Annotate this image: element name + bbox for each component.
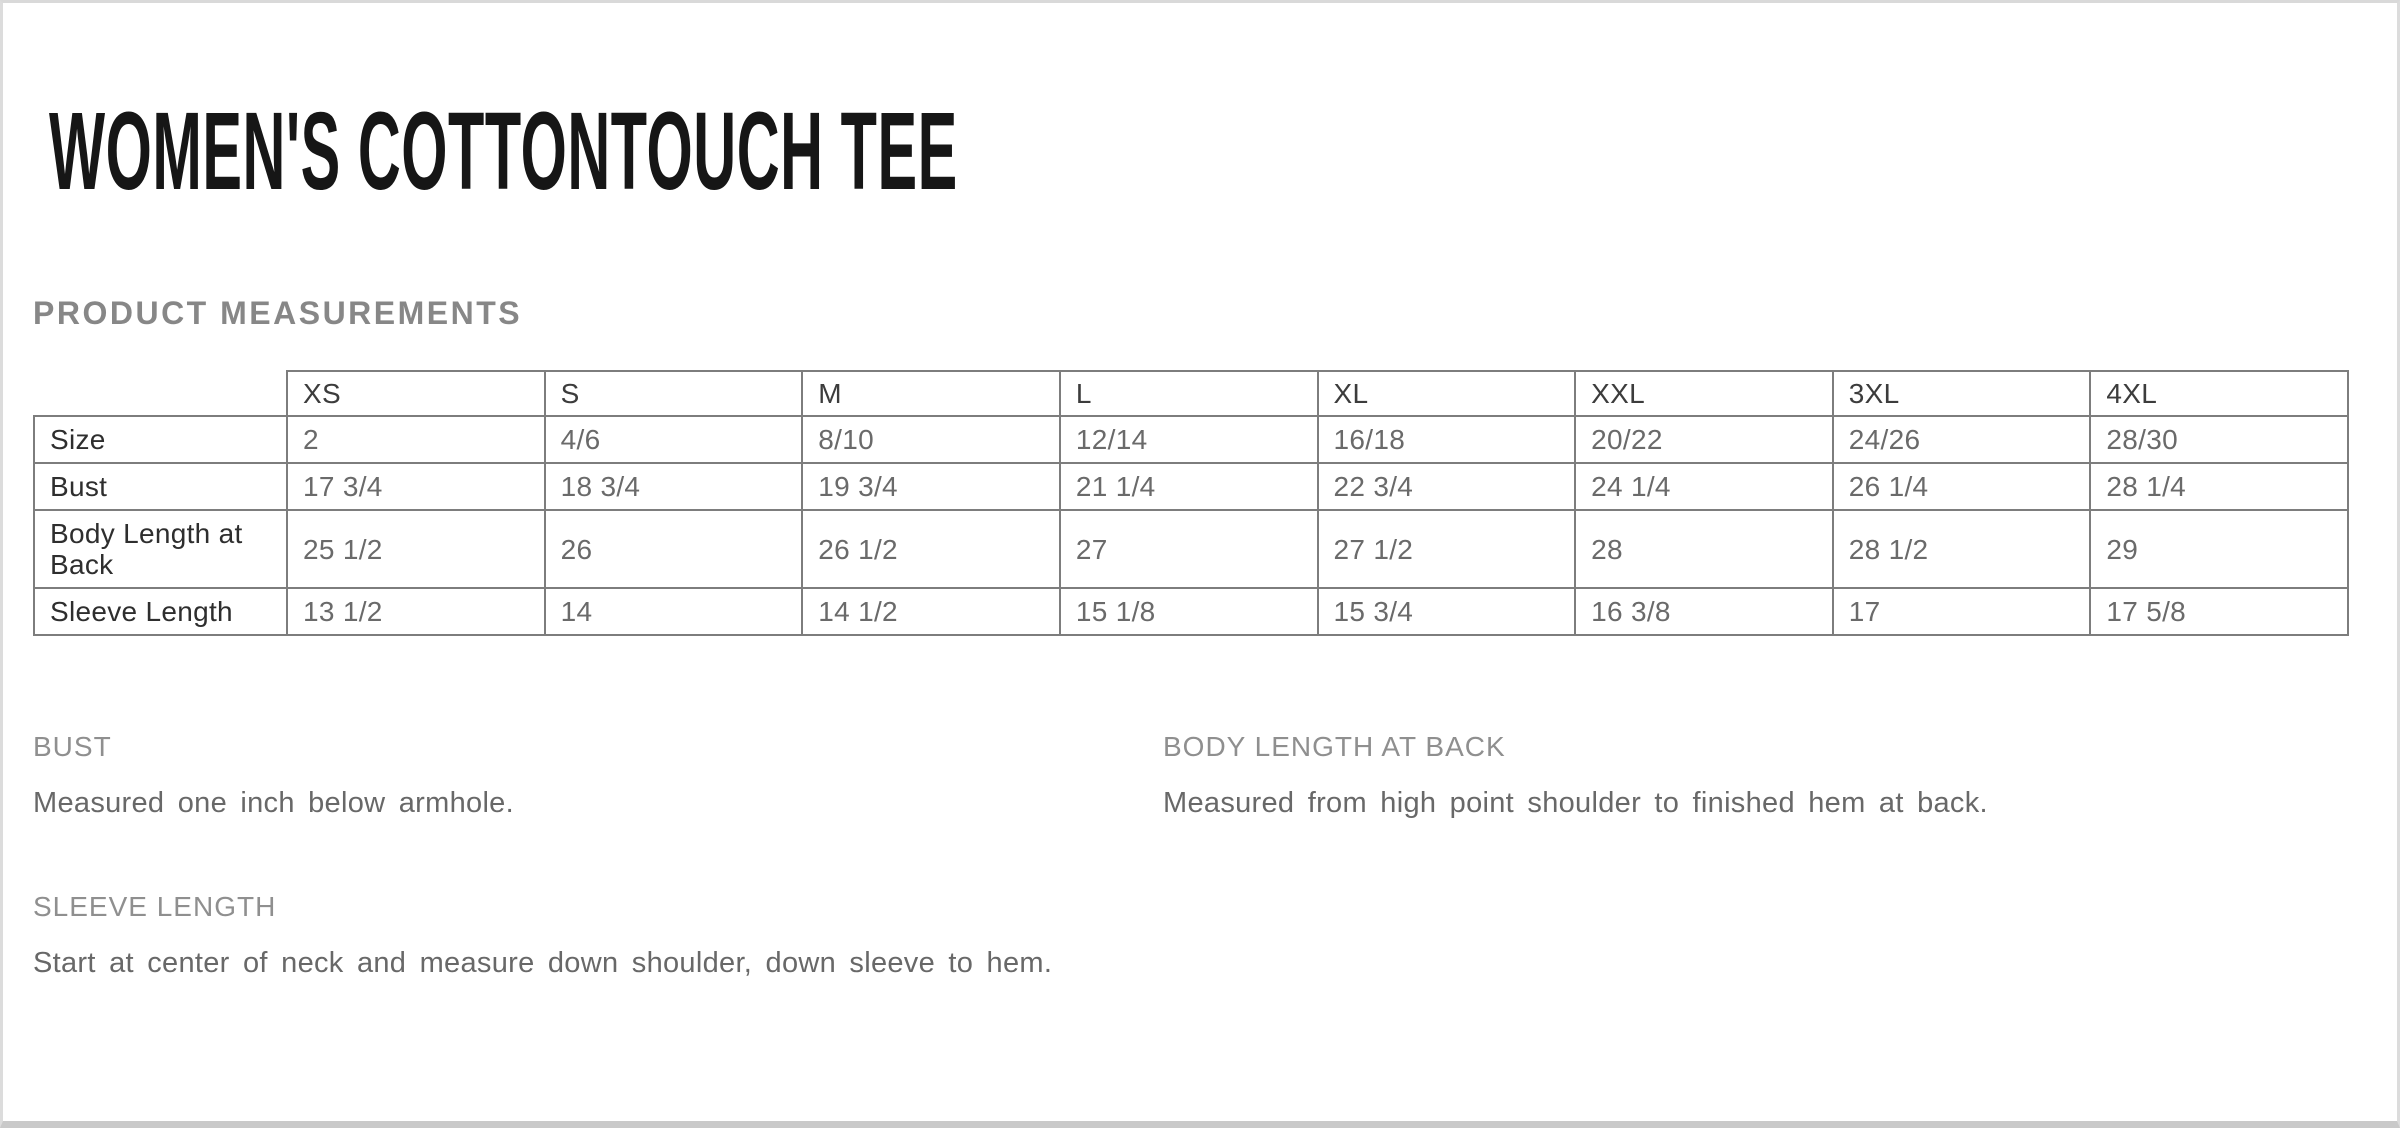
measurement-cell: 20/22 bbox=[1575, 416, 1833, 463]
measurement-cell: 19 3/4 bbox=[802, 463, 1060, 510]
corner-cell bbox=[34, 371, 287, 416]
table-row bbox=[34, 416, 2348, 463]
measurement-cell: 26 1/2 bbox=[802, 510, 1060, 588]
measurement-cell: 26 1/4 bbox=[1833, 463, 2091, 510]
measurement-definitions bbox=[33, 730, 2367, 988]
section-heading: PRODUCT MEASUREMENTS bbox=[33, 295, 523, 331]
measurement-cell: 15 3/4 bbox=[1318, 588, 1576, 635]
measurement-cell: 24/26 bbox=[1833, 416, 2091, 463]
measurements-table bbox=[33, 370, 2349, 636]
column-header-m: M bbox=[802, 371, 1060, 416]
measurement-cell: 18 3/4 bbox=[545, 463, 803, 510]
definition-body-length-heading: BODY LENGTH AT BACK bbox=[1163, 731, 1506, 762]
column-header-xl: XL bbox=[1318, 371, 1576, 416]
measurement-cell: 14 bbox=[545, 588, 803, 635]
measurement-cell: 28 1/2 bbox=[1833, 510, 2091, 588]
definition-sleeve-length bbox=[33, 890, 1163, 988]
measurement-cell: 8/10 bbox=[802, 416, 1060, 463]
measurement-cell: 13 1/2 bbox=[287, 588, 545, 635]
measurement-cell: 28/30 bbox=[2090, 416, 2348, 463]
measurement-cell: 16 3/8 bbox=[1575, 588, 1833, 635]
definition-sleeve-length-heading: SLEEVE LENGTH bbox=[33, 891, 277, 922]
table-row bbox=[34, 463, 2348, 510]
measurement-cell: 21 1/4 bbox=[1060, 463, 1318, 510]
measurement-cell: 24 1/4 bbox=[1575, 463, 1833, 510]
column-header-l: L bbox=[1060, 371, 1318, 416]
measurement-cell: 27 bbox=[1060, 510, 1318, 588]
measurement-cell: 2 bbox=[287, 416, 545, 463]
table-row bbox=[34, 510, 2348, 588]
measurement-cell: 17 3/4 bbox=[287, 463, 545, 510]
row-label: Bust bbox=[34, 463, 287, 510]
measurement-cell: 4/6 bbox=[545, 416, 803, 463]
column-header-3xl: 3XL bbox=[1833, 371, 2091, 416]
definition-bust-text: Measured one inch below armhole. bbox=[33, 787, 514, 819]
measurement-cell: 17 bbox=[1833, 588, 2091, 635]
column-header-xs: XS bbox=[287, 371, 545, 416]
measurement-cell: 17 5/8 bbox=[2090, 588, 2348, 635]
measurement-cell: 12/14 bbox=[1060, 416, 1318, 463]
measurement-cell: 16/18 bbox=[1318, 416, 1576, 463]
page-title-text: WOMEN'S COTTONTOUCH TEE bbox=[49, 90, 958, 213]
measurement-cell: 28 bbox=[1575, 510, 1833, 588]
column-header-4xl: 4XL bbox=[2090, 371, 2348, 416]
measurement-cell: 29 bbox=[2090, 510, 2348, 588]
column-header-s: S bbox=[545, 371, 803, 416]
row-label: Sleeve Length bbox=[34, 588, 287, 635]
definition-sleeve-length-text: Start at center of neck and measure down shoulder, down sleeve to hem. bbox=[33, 947, 1053, 979]
table-header-row bbox=[34, 371, 2348, 416]
definition-bust bbox=[33, 730, 1163, 828]
measurement-cell: 25 1/2 bbox=[287, 510, 545, 588]
row-label: Size bbox=[34, 416, 287, 463]
measurement-cell: 22 3/4 bbox=[1318, 463, 1576, 510]
measurement-cell: 26 bbox=[545, 510, 803, 588]
definition-body-length-text: Measured from high point shoulder to finished hem at back. bbox=[1163, 787, 1988, 819]
column-header-xxl: XXL bbox=[1575, 371, 1833, 416]
row-label: Body Length at Back bbox=[34, 510, 287, 588]
definition-body-length-at-back bbox=[1163, 730, 2367, 828]
table-row bbox=[34, 588, 2348, 635]
measurement-cell: 14 1/2 bbox=[802, 588, 1060, 635]
page-title bbox=[49, 90, 2367, 213]
definition-bust-heading: BUST bbox=[33, 731, 112, 762]
measurement-cell: 28 1/4 bbox=[2090, 463, 2348, 510]
measurement-cell: 27 1/2 bbox=[1318, 510, 1576, 588]
measurement-cell: 15 1/8 bbox=[1060, 588, 1318, 635]
